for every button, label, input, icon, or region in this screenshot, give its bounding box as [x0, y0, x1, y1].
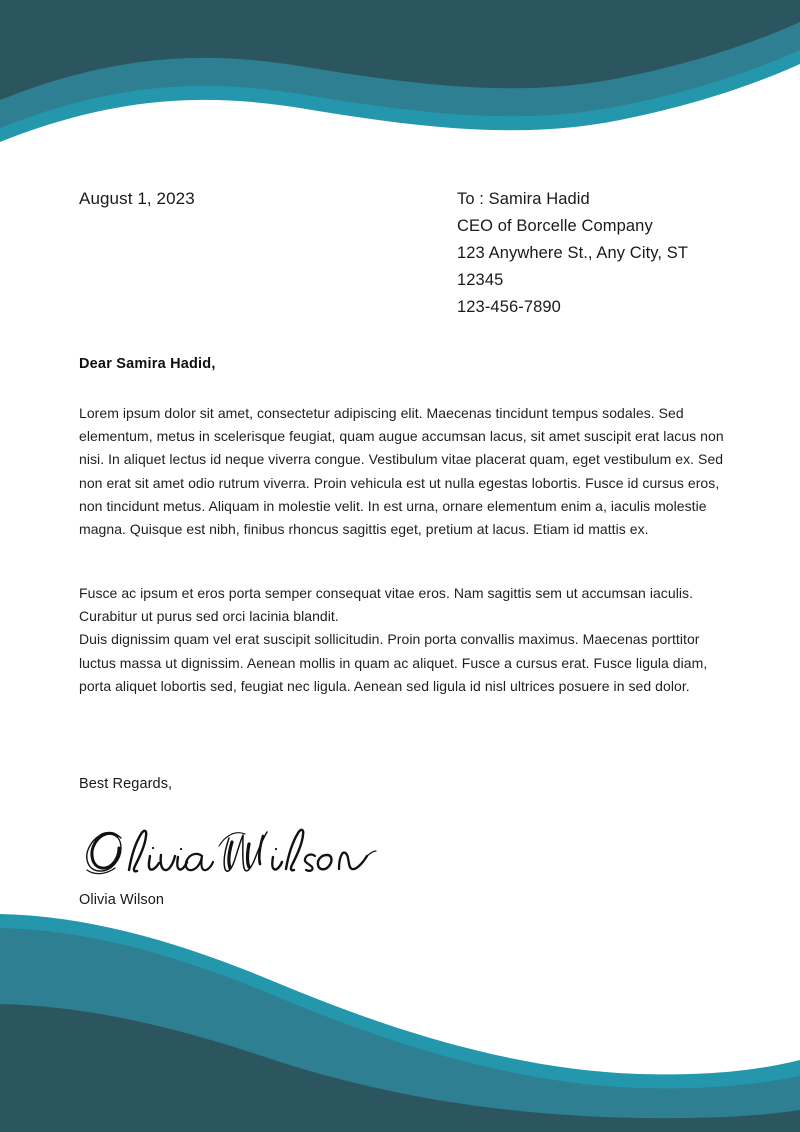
letter-header-row: [79, 186, 729, 321]
footer-wave-bright: [0, 914, 800, 1132]
body-paragraph-1: [79, 402, 727, 541]
paragraph-2b-text: Duis dignissim quam vel erat suscipit sollicitudin. Proin porta convallis maximus. Maecenas porttitor luctus massa ut dignissim. Aenean mollis in quam ac aliquet. Fusce a cursus erat. Fusce ligula diam, porta aliquet lobortis sed, feugiat nec ligula. Aenean sed ligula id nisl ultrices posuere in sed dolor.: [79, 631, 708, 694]
footer-wave-medium: [0, 928, 800, 1132]
header-wave-band: [0, 0, 800, 160]
recipient-name: To : Samira Hadid: [457, 190, 590, 208]
closing-line: Best Regards,: [79, 776, 173, 792]
paragraph-2a-text: Fusce ac ipsum et eros porta semper consequat vitae eros. Nam sagittis sem ut accumsan iaculis. Curabitur ut purus sed orci lacinia blandit.: [79, 585, 694, 625]
recipient-address: 123 Anywhere St., Any City, ST 12345: [457, 244, 688, 289]
header-wave-medium: [0, 0, 800, 128]
body-paragraph-2: [79, 582, 727, 698]
header-wave-dark: [0, 0, 800, 100]
recipient-title: CEO of Borcelle Company: [457, 217, 653, 235]
recipient-block: [457, 186, 722, 321]
signature-printed-name: Olivia Wilson: [79, 892, 165, 908]
paragraph-1-text: Lorem ipsum dolor sit amet, consectetur adipiscing elit. Maecenas tincidunt tempus sodales. Sed elementum, metus in scelerisque feugiat, quam augue accumsan lacus, sit amet suscipit erat lacus non nisi. In aliquet lectus id neque viverra congue. Vestibulum vitae placerat quam, eget vestibulum ex. Sed non erat sit amet odio rutrum viverra. Proin vehicula est ut nulla egestas lobortis. Fusce id cursus eros, non tincidunt metus. Aliquam in molestie velit. In est urna, ornare elementum enim a, iaculis molestie magna. Quisque est nibh, finibus rhoncus sagittis eget, pretium at lacus. Etiam id mattis ex.: [79, 405, 724, 538]
footer-wave-band: [0, 902, 800, 1132]
salutation: Dear Samira Hadid,: [79, 356, 216, 372]
header-wave-bright: [0, 0, 800, 142]
signature-script: [77, 824, 377, 880]
recipient-phone: 123-456-7890: [457, 298, 561, 316]
signature-glyph: [77, 824, 377, 880]
letter-date: August 1, 2023: [79, 189, 195, 208]
footer-wave-dark: [0, 1004, 800, 1132]
